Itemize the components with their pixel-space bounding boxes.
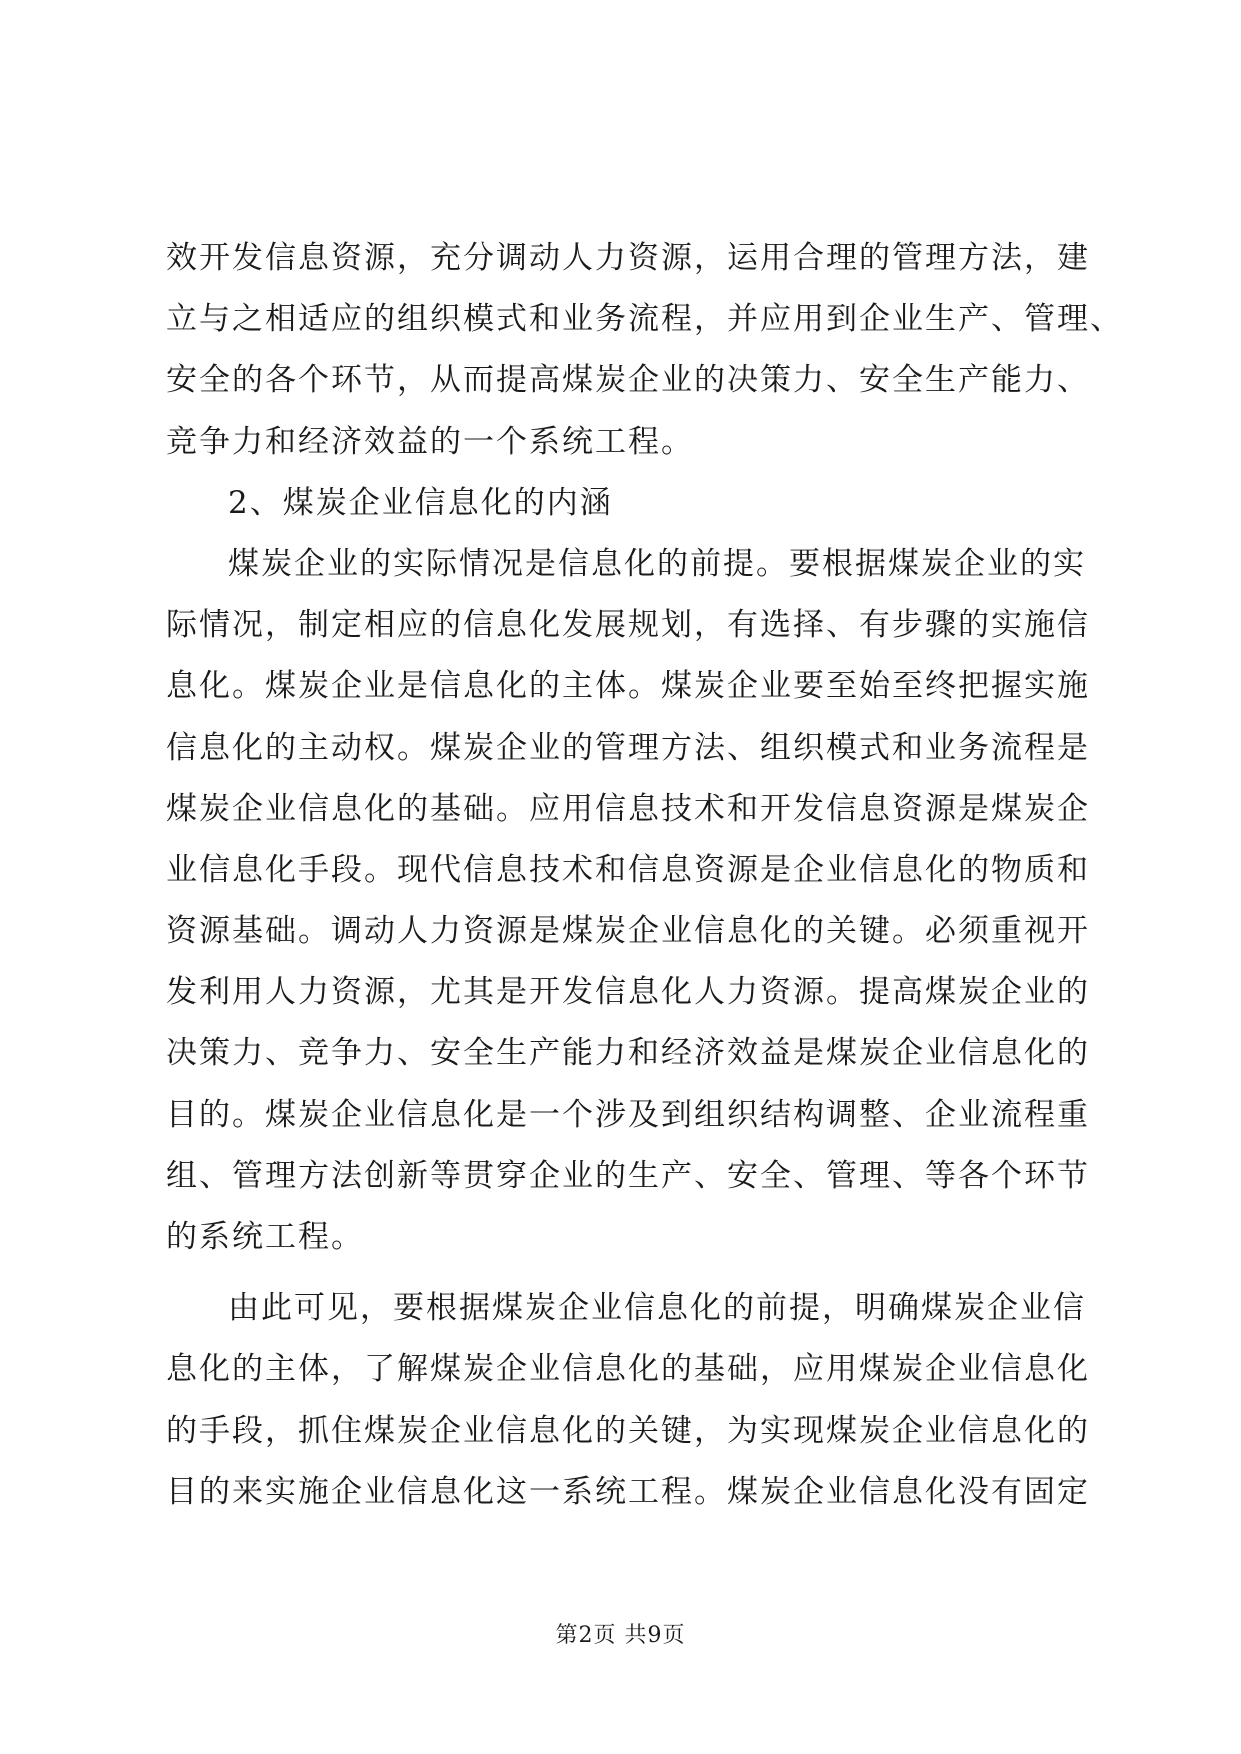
text-line: 煤炭企业的实际情况是信息化的前提。要根据煤炭企业的实 xyxy=(228,545,1086,582)
section-heading xyxy=(166,473,1076,534)
text-line: 的手段，抓住煤炭企业信息化的关键，为实现煤炭企业信息化的 xyxy=(166,1412,1090,1449)
heading-text: 2、煤炭企业信息化的内涵 xyxy=(228,484,613,521)
text-line: 决策力、竞争力、安全生产能力和经济效益是煤炭企业信息化的 xyxy=(166,1035,1090,1072)
text-line: 息化。煤炭企业是信息化的主体。煤炭企业要至始至终把握实施 xyxy=(166,668,1090,705)
text-line: 信息化的主动权。煤炭企业的管理方法、组织模式和业务流程是 xyxy=(166,729,1090,766)
text-line: 立与之相适应的组织模式和业务流程，并应用到企业生产、管理、 xyxy=(166,301,1123,338)
text-line: 组、管理方法创新等贯穿企业的生产、安全、管理、等各个环节 xyxy=(166,1157,1090,1194)
text-line: 发利用人力资源，尤其是开发信息化人力资源。提高煤炭企业的 xyxy=(166,974,1090,1011)
text-line: 目的。煤炭企业信息化是一个涉及到组织结构调整、企业流程重 xyxy=(166,1096,1090,1133)
text-line: 息化的主体，了解煤炭企业信息化的基础，应用煤炭企业信息化 xyxy=(166,1351,1090,1388)
text-line: 煤炭企业信息化的基础。应用信息技术和开发信息资源是煤炭企 xyxy=(166,790,1090,827)
text-line: 资源基础。调动人力资源是煤炭企业信息化的关键。必须重视开 xyxy=(166,913,1090,950)
text-line: 的系统工程。 xyxy=(166,1219,364,1255)
text-line: 竞争力和经济效益的一个系统工程。 xyxy=(166,423,694,460)
document-body xyxy=(166,228,1123,1523)
text-line: 目的来实施企业信息化这一系统工程。煤炭企业信息化没有固定 xyxy=(166,1473,1090,1510)
text-line: 由此可见，要根据煤炭企业信息化的前提，明确煤炭企业信 xyxy=(228,1290,1086,1327)
paragraph-gap xyxy=(166,1268,1076,1278)
paragraph-body xyxy=(166,534,1090,1268)
text-line: 安全的各个环节，从而提高煤炭企业的决策力、安全生产能力、 xyxy=(166,362,1090,399)
paragraph-continuation xyxy=(166,228,1123,473)
text-line: 际情况，制定相应的信息化发展规划，有选择、有步骤的实施信 xyxy=(166,607,1090,644)
text-line: 效开发信息资源，充分调动人力资源，运用合理的管理方法，建 xyxy=(166,240,1090,276)
page-number: 第2页 共9页 xyxy=(555,1623,686,1648)
paragraph-conclusion xyxy=(166,1278,1090,1523)
text-line: 业信息化手段。现代信息技术和信息资源是企业信息化的物质和 xyxy=(166,851,1090,888)
page-footer xyxy=(0,1618,1241,1649)
